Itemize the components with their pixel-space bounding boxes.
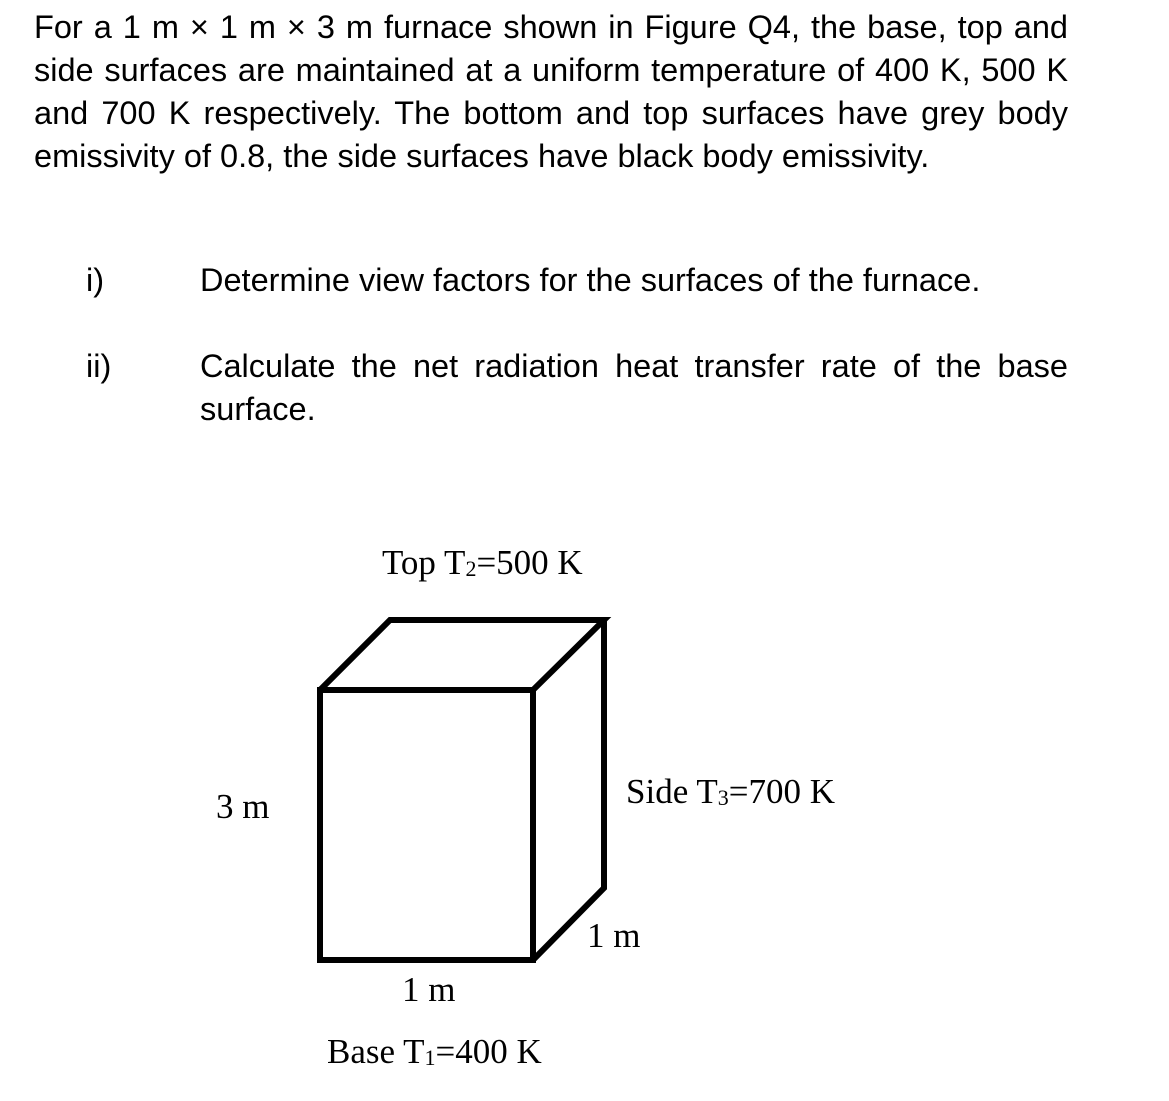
depth-dimension-label: 1 m xyxy=(587,916,641,955)
side-surface-label: Side $T_3=700$ K xyxy=(626,772,835,811)
question-intro: For a 1 m × 1 m × 3 m furnace shown in Figure Q4, the base, top and side surfaces are maintained at a uniform temperature of 400 K, 500 K and 700 K respectively. The bottom and top surfaces have grey body emissivity of 0.8, the side surfaces have black body emissivity. xyxy=(34,9,1068,174)
part-ii-number: ii) xyxy=(86,348,112,384)
width-dimension-label: 1 m xyxy=(402,970,456,1009)
furnace-front-face xyxy=(320,690,533,960)
furnace-side-face xyxy=(533,620,604,960)
part-ii-text: Calculate the net radiation heat transfer rate of the base surface. xyxy=(200,348,1068,427)
height-dimension-label: 3 m xyxy=(216,787,270,826)
top-surface-label: Top $T_2=500$ K xyxy=(382,543,583,582)
base-surface-label: Base $T_1=400$ K xyxy=(327,1032,542,1071)
part-i-number: i) xyxy=(86,262,105,298)
part-i-text: Determine view factors for the surfaces of the furnace. xyxy=(200,262,981,298)
furnace-top-face xyxy=(320,620,604,690)
